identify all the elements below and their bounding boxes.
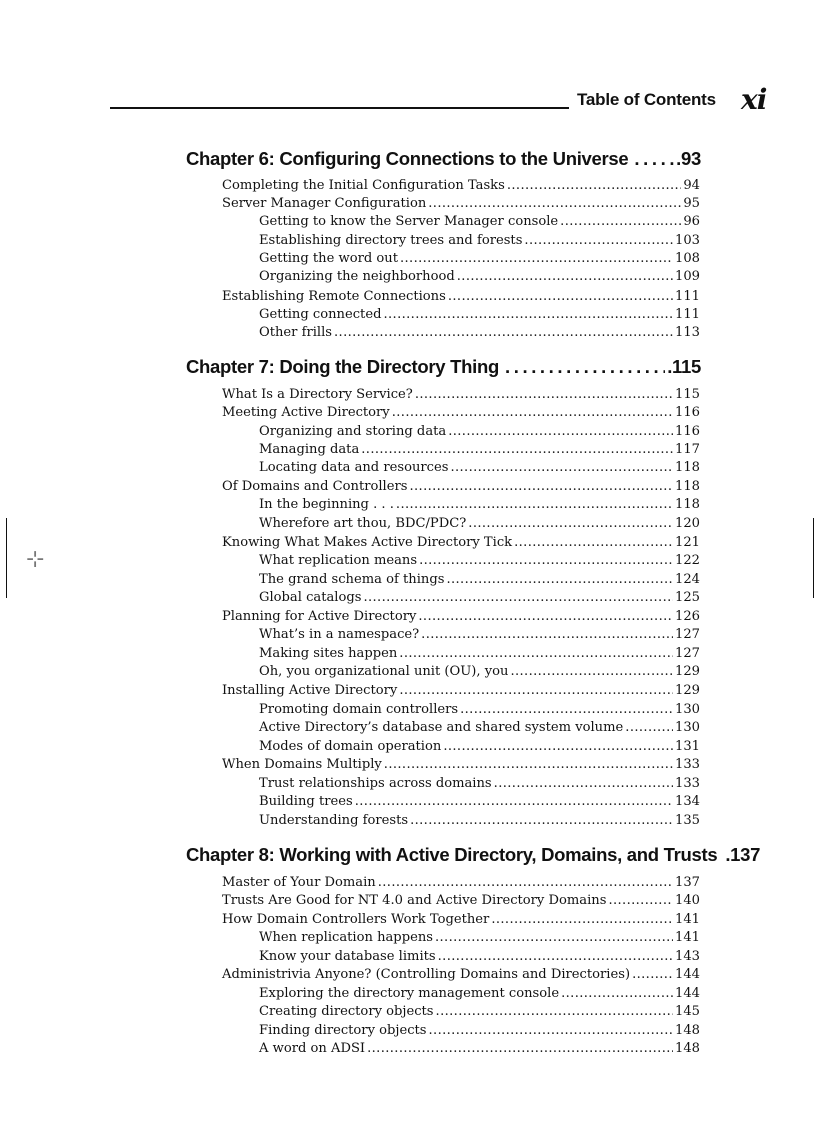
toc-entry[interactable]: Meeting Active Directory ..... 116 [222, 404, 700, 422]
toc-subentry[interactable]: Global catalogs ..... 125 [259, 589, 700, 607]
toc-subentry[interactable]: Other frills ..... 113 [259, 324, 700, 342]
crop-mark-right [813, 518, 814, 598]
toc-subentry[interactable]: What replication means ..... 122 [259, 552, 700, 570]
toc-subentry[interactable]: Establishing directory trees and forests ..... 103 [259, 232, 700, 250]
toc-subentry[interactable]: Promoting domain controllers ..... 130 [259, 701, 700, 719]
registration-mark-icon: ⊹ [26, 547, 45, 572]
toc-subentry[interactable]: Active Directory’s database and shared system volume ..... 130 [259, 719, 700, 737]
toc-subentry[interactable]: Locating data and resources ..... 118 [259, 459, 700, 477]
toc-entry[interactable]: Installing Active Directory ..... 129 [222, 682, 700, 700]
toc-subentry[interactable]: Making sites happen ..... 127 [259, 645, 700, 663]
toc-subentry[interactable]: The grand schema of things ..... 124 [259, 571, 700, 589]
toc-entry[interactable]: Server Manager Configuration ..... 95 [222, 195, 700, 213]
header-rule [110, 107, 569, 109]
running-header-title: Table of Contents [577, 90, 716, 109]
toc-subentry[interactable]: Organizing and storing data ..... 116 [259, 423, 700, 441]
crop-mark-left [6, 518, 7, 598]
chapter-heading[interactable]: Chapter 7: Doing the Directory Thing ..... .115 [186, 355, 701, 379]
toc-subentry[interactable]: Creating directory objects ..... 145 [259, 1003, 700, 1021]
chapter-heading[interactable]: Chapter 8: Working with Active Directory, Domains, and Trusts .137 [186, 844, 761, 865]
toc-subentry[interactable]: When replication happens ..... 141 [259, 929, 700, 947]
toc-subentry[interactable]: Exploring the directory management console ..... 144 [259, 985, 700, 1003]
toc-subentry[interactable]: Modes of domain operation ..... 131 [259, 738, 700, 756]
toc-subentry[interactable]: What’s in a namespace? ..... 127 [259, 626, 700, 644]
toc-entry[interactable]: Establishing Remote Connections ..... 111 [222, 288, 700, 306]
toc-subentry[interactable]: Understanding forests ..... 135 [259, 812, 700, 830]
toc-subentry[interactable]: Getting to know the Server Manager console ..... 96 [259, 213, 700, 231]
toc-subentry[interactable]: Getting connected ..... 111 [259, 306, 700, 324]
toc-subentry[interactable]: Oh, you organizational unit (OU), you ..... 129 [259, 663, 700, 681]
toc-entry[interactable]: What Is a Directory Service? ..... 115 [222, 386, 700, 404]
toc-subentry[interactable]: Organizing the neighborhood ..... 109 [259, 268, 700, 286]
toc-entry[interactable]: Knowing What Makes Active Directory Tick ..... 121 [222, 534, 700, 552]
toc-subentry[interactable]: Trust relationships across domains ..... 133 [259, 775, 700, 793]
toc-subentry[interactable]: Building trees ..... 134 [259, 793, 700, 811]
toc-entry[interactable]: Completing the Initial Configuration Tasks ..... 94 [222, 177, 700, 195]
toc-subentry[interactable]: Finding directory objects ..... 148 [259, 1022, 700, 1040]
toc-entry[interactable]: Planning for Active Directory ..... 126 [222, 608, 700, 626]
toc-subentry[interactable]: Wherefore art thou, BDC/PDC? ..... 120 [259, 515, 700, 533]
toc-entry[interactable]: How Domain Controllers Work Together ..... 141 [222, 911, 700, 929]
page-number: xi [741, 83, 767, 116]
toc-subentry[interactable]: Managing data ..... 117 [259, 441, 700, 459]
toc-entry[interactable]: Of Domains and Controllers ..... 118 [222, 478, 700, 496]
toc-subentry[interactable]: In the beginning . . . ..... 118 [259, 496, 700, 514]
toc-entry[interactable]: Administrivia Anyone? (Controlling Domains and Directories) ..... 144 [222, 966, 700, 984]
chapter-heading[interactable]: Chapter 6: Configuring Connections to the Universe ..... .93 [186, 147, 701, 171]
toc-subentry[interactable]: Know your database limits ..... 143 [259, 948, 700, 966]
toc-subentry[interactable]: Getting the word out ..... 108 [259, 250, 700, 268]
toc-entry[interactable]: When Domains Multiply ..... 133 [222, 756, 700, 774]
toc-subentry[interactable]: A word on ADSI ..... 148 [259, 1040, 700, 1058]
toc-entry[interactable]: Master of Your Domain ..... 137 [222, 874, 700, 892]
toc-entry[interactable]: Trusts Are Good for NT 4.0 and Active Directory Domains ..... 140 [222, 892, 700, 910]
